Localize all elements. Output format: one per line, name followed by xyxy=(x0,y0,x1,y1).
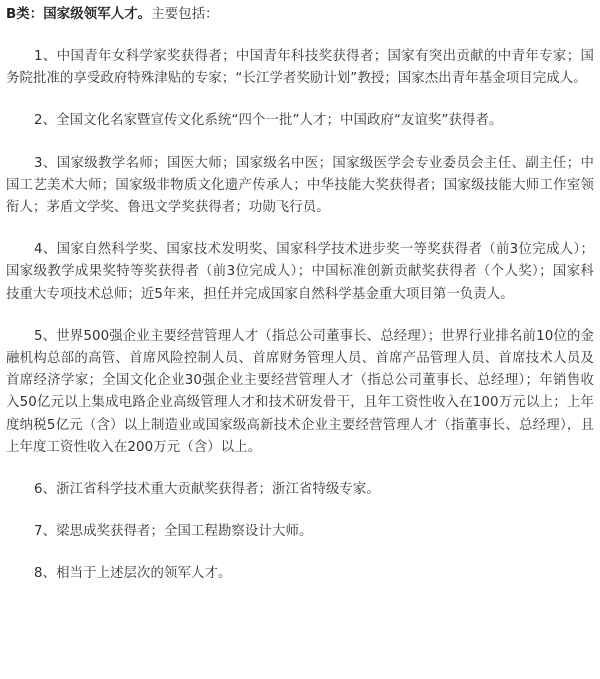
list-item-6: 6、浙江省科学技术重大贡献奖获得者；浙江省特级专家。 xyxy=(34,482,380,498)
heading-rest: 主要包括： xyxy=(151,7,219,22)
heading-bold: B类：国家级领军人才。 xyxy=(6,7,152,22)
list-item-1: 1、中国青年女科学家奖获得者；中国青年科技奖获得者；国家有突出贡献的中青年专家；国务院批准的享受政府特殊津贴的专家；“长江学者奖励计划”教授；国家杰出青年基金项目完成人。 xyxy=(6,49,594,87)
list-item-4: 4、国家自然科学奖、国家技术发明奖、国家科学技术进步奖一等奖获得者（前3位完成人）；国家级教学成果奖特等奖获得者（前3位完成人）；中国标准创新贡献奖获得者（个人奖）；国家科技重大专项技术总师；近5年来，担任并完成国家自然科学基金重大项目第一负责人。 xyxy=(6,242,594,302)
section-heading xyxy=(6,4,594,26)
document-body xyxy=(6,4,594,586)
list-item-2: 2、全国文化名家暨宣传文化系统“四个一批”人才；中国政府“友谊奖”获得者。 xyxy=(34,113,503,129)
list-item-3: 3、国家级教学名师；国医大师；国家级名中医；国家级医学会专业委员会主任、副主任；中国工艺美术大师；国家级非物质文化遗产传承人；中华技能大奖获得者；国家级技能大师工作室领衔人；茅盾文学奖、鲁迅文学奖获得者；功勋飞行员。 xyxy=(6,155,594,216)
list-item-8: 8、相当于上述层次的领军人才。 xyxy=(34,566,232,582)
list-item-7: 7、梁思成奖获得者；全国工程勘察设计大师。 xyxy=(34,524,313,540)
list-item-5: 5、世界500强企业主要经营管理人才（指总公司董事长、总经理）；世界行业排名前10位的金融机构总部的高管、首席风险控制人员、首席财务管理人员、首席产品管理人员、首席技术人员及首席经济学家；全国文化企业30强企业主要经营管理人才（指总公司董事长、总经理）；年销售收入50亿元以上集成电路企业高级管理人才和技术研发骨干，且年工资性收入在100万元以上；上年度纳税5亿元（含）以上制造业或国家级高新技术企业主要经营管理人才（指董事长、总经理），且上年度工资性收入在200万元（含）以上。 xyxy=(6,328,594,455)
